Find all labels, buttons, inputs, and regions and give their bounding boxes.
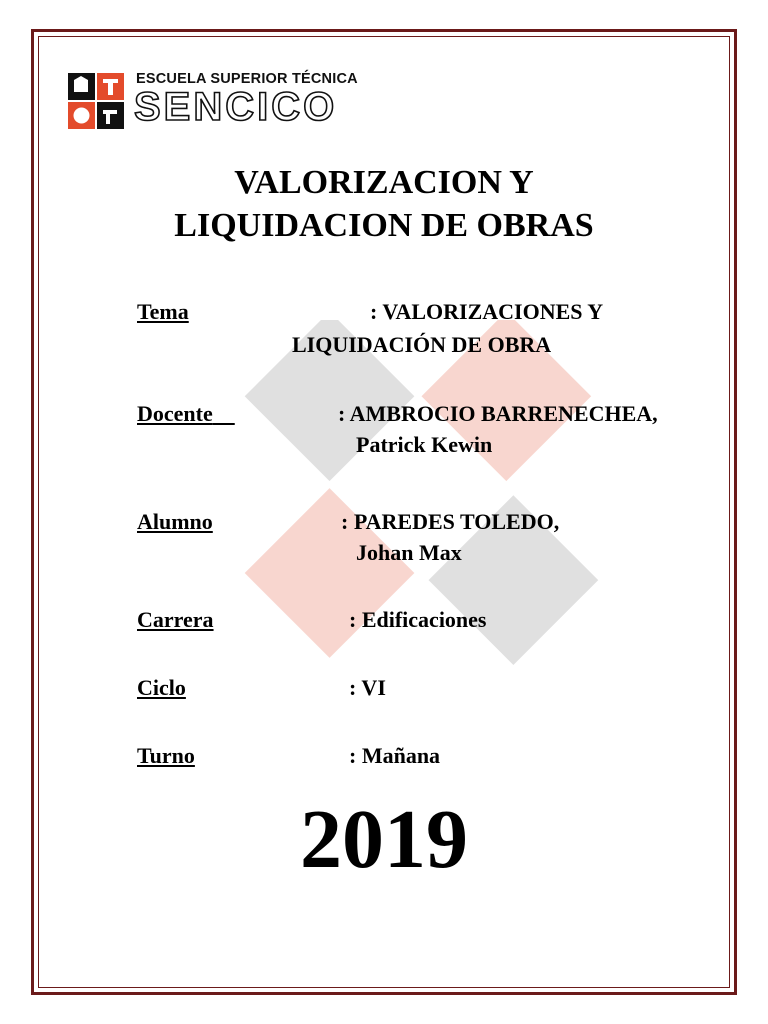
logo-mark-icon xyxy=(66,70,126,130)
document-title-line1: VALORIZACION Y xyxy=(234,164,534,201)
carrera-label: Carrera xyxy=(137,607,214,632)
docente-label: Docente xyxy=(137,401,213,426)
tema-value-line1: : VALORIZACIONES Y xyxy=(370,299,604,324)
tema-label: Tema xyxy=(137,299,189,324)
docente-value-line2: Patrick Kewin xyxy=(356,432,493,457)
alumno-value-line1: : PAREDES TOLEDO, xyxy=(341,509,560,534)
carrera-value: : Edificaciones xyxy=(349,607,487,632)
year: 2019 xyxy=(300,793,468,886)
turno-label: Turno xyxy=(137,743,195,768)
logo-brand-text: SENCICO xyxy=(134,85,338,129)
alumno-value-line2: Johan Max xyxy=(356,540,462,565)
sencico-logo xyxy=(66,70,356,130)
tema-value-line2: LIQUIDACIÓN DE OBRA xyxy=(292,332,552,357)
ciclo-label: Ciclo xyxy=(137,675,186,700)
docente-value-line1: : AMBROCIO BARRENECHEA, xyxy=(338,401,658,426)
ciclo-value: : VI xyxy=(349,675,386,700)
logo-school-text: ESCUELA SUPERIOR TÉCNICA xyxy=(136,71,358,87)
alumno-label: Alumno xyxy=(137,509,213,534)
document-title-line2: LIQUIDACION DE OBRAS xyxy=(174,207,594,244)
turno-value: : Mañana xyxy=(349,743,441,768)
